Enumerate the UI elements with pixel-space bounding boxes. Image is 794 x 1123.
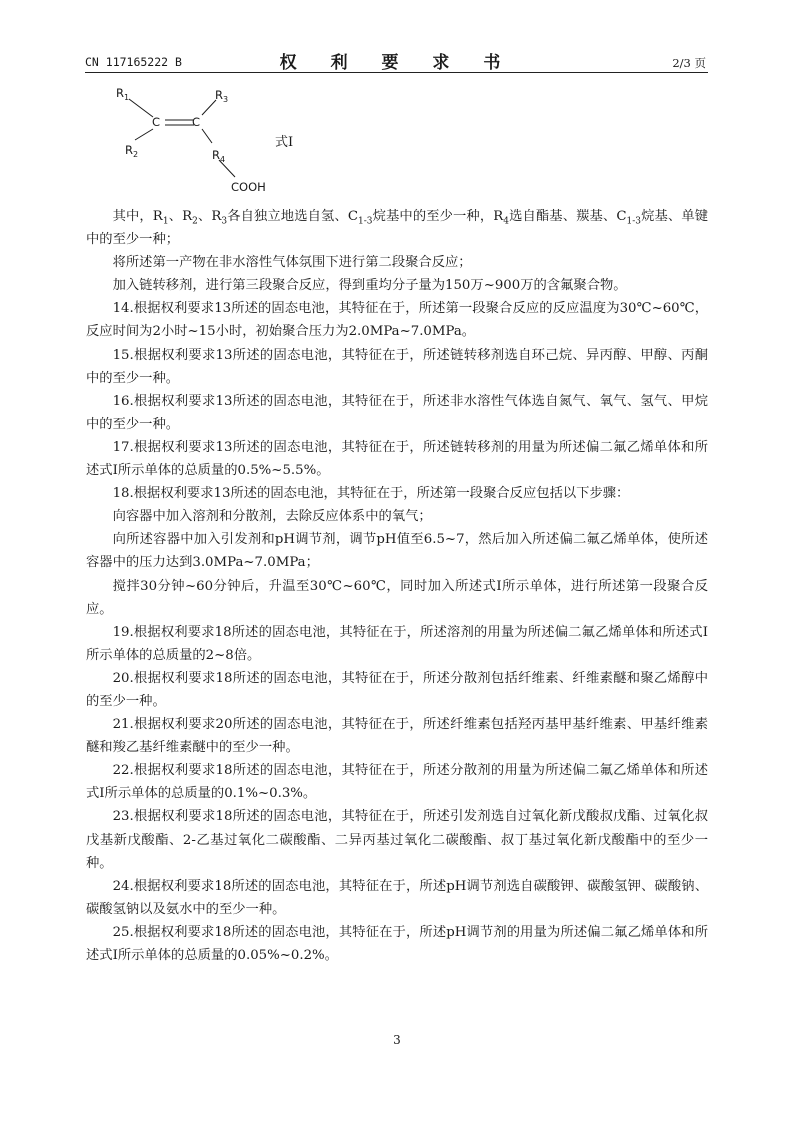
- claim-24: 24.根据权利要求18所述的固态电池，其特征在于，所述pH调节剂选自碳酸钾、碳酸氢钾、碳酸钠、碳酸氢钠以及氨水中的至少一种。: [86, 878, 708, 917]
- page-title: 权 利 要 求 书: [279, 53, 515, 73]
- bond-r1: [129, 99, 153, 117]
- document-number: CN 117165222 B: [85, 55, 182, 69]
- structural-formula-diagram: [100, 80, 340, 198]
- claim-19: 19.根据权利要求18所述的固态电池，其特征在于，所述溶剂的用量为所述偏二氟乙烯单体和所述式I所示单体的总质量的2~8倍。: [86, 624, 708, 663]
- header-divider: [85, 72, 708, 73]
- page-number: 3: [393, 1033, 401, 1047]
- claim-18-step: 搅拌30分钟~60分钟后，升温至30℃~60℃，同时加入所述式I所示单体，进行所述第一段聚合反应。: [86, 578, 708, 617]
- page-indicator: 2/3 页: [672, 56, 706, 70]
- substituent-definition: 其中，$R_1$、$R_2$、$R_3$各自独立地选自氢、$C_{1-3}$烷基中的至少一种，$R_4$选自酯基、羰基、$C_{1-3}$烷基、单键中的至少一种；: [86, 209, 709, 248]
- r2-label: $R_2$: [125, 143, 139, 159]
- claims-body: [86, 205, 708, 967]
- paragraph: 将所述第一产物在非水溶性气体氛围下进行第二段聚合反应；: [112, 255, 472, 271]
- claim-25: 25.根据权利要求18所述的固态电池，其特征在于，所述pH调节剂的用量为所述偏二氟乙烯单体和所述式I所示单体的总质量的0.05%~0.2%。: [86, 924, 708, 963]
- claim-17: 17.根据权利要求13所述的固态电池，其特征在于，所述链转移剂的用量为所述偏二氟乙烯单体和所述式I所示单体的总质量的0.5%~5.5%。: [86, 439, 708, 479]
- claim-22: 22.根据权利要求18所述的固态电池，其特征在于，所述分散剂的用量为所述偏二氟乙烯单体和所述式I所示单体的总质量的0.1%~0.3%。: [86, 763, 708, 802]
- claim-16: 16.根据权利要求13所述的固态电池，其特征在于，所述非水溶性气体选自氮气、氧气、氢气、甲烷中的至少一种。: [86, 393, 708, 432]
- claim-20: 20.根据权利要求18所述的固态电池，其特征在于，所述分散剂包括纤维素、纤维素醚和聚乙烯醇中的至少一种。: [86, 670, 708, 709]
- claim-23: 23.根据权利要求18所述的固态电池，其特征在于，所述引发剂选自过氧化新戊酸叔戊酯、过氧化叔戊基新戊酸酯、2-乙基过氧化二碳酸酯、二异丙基过氧化二碳酸酯、叔丁基过氧化新戊酸酯中的至少一种。: [86, 809, 708, 871]
- formula-label: 式I: [275, 135, 294, 150]
- claim-18-step: 向容器中加入溶剂和分散剂，去除反应体系中的氧气；: [112, 509, 432, 525]
- paragraph: 加入链转移剂，进行第三段聚合反应，得到重均分子量为150万~900万的含氟聚合物。: [112, 278, 627, 294]
- claim-21: 21.根据权利要求20所述的固态电池，其特征在于，所述纤维素包括羟丙基甲基纤维素、甲基纤维素醚和羧乙基纤维素醚中的至少一种。: [86, 717, 708, 756]
- claim-15: 15.根据权利要求13所述的固态电池，其特征在于，所述链转移剂选自环己烷、异丙醇、甲醇、丙酮中的至少一种。: [86, 347, 708, 386]
- claim-18: 18.根据权利要求13所述的固态电池，其特征在于，所述第一段聚合反应包括以下步骤：: [112, 486, 630, 502]
- claim-14: 14.根据权利要求13所述的固态电池，其特征在于，所述第一段聚合反应的反应温度为30℃~60℃，反应时间为2小时~15小时，初始聚合压力为2.0MPa~7.0MPa。: [86, 301, 708, 340]
- carbon-right: C: [192, 115, 201, 129]
- r3-label: $R_3$: [215, 88, 229, 104]
- cooh-label: COOH: [231, 180, 266, 194]
- bond-r4: [202, 129, 212, 143]
- r4-label: $R_4$: [212, 148, 226, 164]
- r1-label: $R_1$: [116, 86, 130, 102]
- bond-r3: [202, 100, 216, 115]
- carbon-left: C: [152, 115, 161, 129]
- claim-18-step: 向所述容器中加入引发剂和pH调节剂，调节pH值至6.5~7，然后加入所述偏二氟乙烯单体，使所述容器中的压力达到3.0MPa~7.0MPa；: [86, 532, 708, 571]
- chemical-formula: [100, 80, 340, 198]
- bond-r2: [135, 129, 153, 140]
